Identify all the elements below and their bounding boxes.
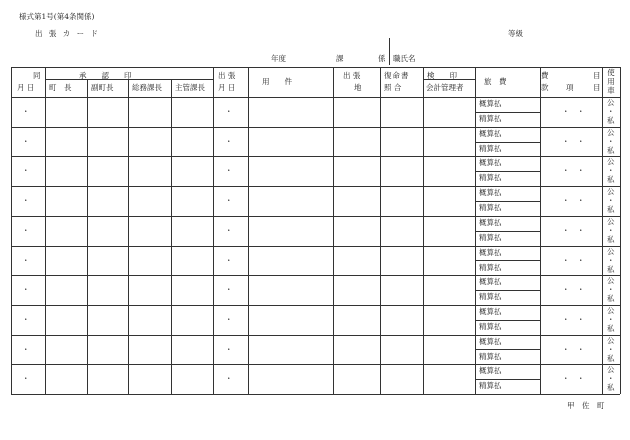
row-separator [11, 275, 620, 276]
col-trip-bottom: 月 日 [218, 83, 236, 92]
estimate-payment: 概算払 [479, 128, 502, 138]
col-budget-bottom-left: 款 [541, 83, 549, 92]
vehicle-public: 公 [607, 157, 615, 167]
grid-vline [45, 67, 46, 394]
vehicle-dot: ・ [607, 344, 615, 354]
col-mayor: 町 長 [49, 83, 72, 92]
settlement-payment: 精算払 [479, 173, 502, 183]
expense-split-line [475, 349, 540, 350]
date-dot: ・ [22, 314, 30, 324]
vehicle-private: 私 [607, 383, 615, 393]
estimate-payment: 概算払 [479, 188, 502, 198]
expense-split-line [475, 142, 540, 143]
estimate-payment: 概算払 [479, 158, 502, 168]
date-dot: ・ [22, 196, 30, 206]
grid-vline [11, 67, 12, 394]
footer-town: 甲 佐 町 [567, 401, 605, 410]
grid-vline [213, 67, 214, 394]
col-budget-bottom-mid: 項 [566, 83, 574, 92]
col-date-bottom: 月 日 [17, 83, 35, 92]
trip-date-dot: ・ [225, 255, 233, 265]
row-separator [11, 364, 620, 365]
col-deputy-mayor: 副町長 [91, 83, 114, 92]
year-label: 年度 [271, 54, 286, 63]
vehicle-public: 公 [607, 365, 615, 375]
trip-date-dot: ・ [225, 166, 233, 176]
approval-divider [171, 79, 172, 394]
grid-vline [620, 67, 621, 394]
trip-date-dot: ・ [225, 196, 233, 206]
vehicle-public: 公 [607, 187, 615, 197]
table-bottom-border [11, 394, 620, 395]
vehicle-public: 公 [607, 335, 615, 345]
trip-date-dot: ・ [225, 344, 233, 354]
estimate-payment: 概算払 [479, 277, 502, 287]
vehicle-private: 私 [607, 175, 615, 185]
estimate-payment: 概算払 [479, 247, 502, 257]
grade-label: 等級 [508, 29, 523, 38]
vehicle-dot: ・ [607, 107, 615, 116]
expense-split-line [475, 320, 540, 321]
trip-date-dot: ・ [225, 374, 233, 384]
date-dot: ・ [22, 255, 30, 265]
col-trip-top: 出 張 [218, 71, 236, 80]
vehicle-dot: ・ [607, 166, 615, 176]
form-number: 様式第1号(第4条関係) [19, 12, 95, 21]
table-top-border [11, 67, 620, 68]
row-separator [11, 335, 620, 336]
row-separator [11, 127, 620, 128]
grid-vline [475, 67, 476, 394]
col-report-bottom: 照 合 [384, 83, 402, 92]
col-purpose: 用 件 [262, 77, 292, 86]
budget-dots: ・ ・ [562, 136, 585, 146]
col-budget-top-right: 目 [593, 71, 601, 80]
budget-dots: ・ ・ [562, 285, 585, 295]
col-dept-head: 主管課長 [175, 83, 205, 92]
vehicle-dot: ・ [607, 285, 615, 295]
expense-split-line [475, 260, 540, 261]
col-approval: 承 認 印 [79, 71, 132, 80]
col-destination-top: 出 張 [343, 71, 361, 80]
trip-date-dot: ・ [225, 225, 233, 235]
expense-split-line [475, 112, 540, 113]
vehicle-dot: ・ [607, 374, 615, 384]
budget-dots: ・ ・ [562, 374, 585, 384]
budget-dots: ・ ・ [562, 196, 585, 206]
settlement-payment: 精算払 [479, 381, 502, 391]
vehicle-private: 私 [607, 234, 615, 244]
date-dot: ・ [22, 285, 30, 295]
grid-vline [380, 67, 381, 394]
estimate-payment: 概算払 [479, 217, 502, 227]
vehicle-private: 私 [607, 205, 615, 215]
vehicle-private: 私 [607, 264, 615, 274]
date-dot: ・ [22, 166, 30, 176]
vehicle-public: 公 [607, 305, 615, 315]
settlement-payment: 精算払 [479, 203, 502, 213]
grid-vline [248, 67, 249, 394]
vehicle-dot: ・ [607, 196, 615, 206]
row-separator [11, 305, 620, 306]
approval-divider [87, 79, 88, 394]
trip-date-dot: ・ [225, 285, 233, 295]
col-inspection-top: 検 印 [427, 71, 457, 80]
settlement-payment: 精算払 [479, 292, 502, 302]
budget-dots: ・ ・ [562, 225, 585, 235]
vehicle-public: 公 [607, 127, 615, 137]
row-separator [11, 246, 620, 247]
expense-split-line [475, 290, 540, 291]
staff-name-label: 職氏名 [393, 54, 416, 63]
vehicle-public: 公 [607, 216, 615, 226]
vehicle-private: 私 [607, 294, 615, 304]
subsection-label: 係 [378, 54, 386, 63]
date-dot: ・ [22, 374, 30, 384]
grid-vline [602, 67, 603, 394]
expense-split-line [475, 379, 540, 380]
expense-split-line [475, 201, 540, 202]
vehicle-private: 私 [607, 353, 615, 363]
budget-dots: ・ ・ [562, 344, 585, 354]
grid-vline [423, 67, 424, 394]
settlement-payment: 精算払 [479, 232, 502, 242]
vehicle-public: 公 [607, 98, 615, 107]
col-date-top: 同 [33, 71, 41, 80]
vehicle-dot: ・ [607, 314, 615, 324]
date-dot: ・ [22, 225, 30, 235]
vehicle-dot: ・ [607, 136, 615, 146]
row-separator [11, 186, 620, 187]
vehicle-private: 私 [607, 116, 615, 125]
settlement-payment: 精算払 [479, 351, 502, 361]
col-accountant: 会計管理者 [426, 83, 464, 92]
settlement-payment: 精算払 [479, 114, 502, 123]
settlement-payment: 精算払 [479, 262, 502, 272]
section-label: 課 [336, 54, 344, 63]
budget-dots: ・ ・ [562, 166, 585, 176]
grid-vline [333, 67, 334, 394]
header-bottom-line [11, 97, 620, 98]
row-separator [11, 216, 620, 217]
settlement-payment: 精算払 [479, 143, 502, 153]
date-dot: ・ [22, 107, 30, 116]
vehicle-public: 公 [607, 246, 615, 256]
vehicle-dot: ・ [607, 225, 615, 235]
header-divider [389, 38, 390, 65]
col-general-affairs: 総務課長 [132, 83, 162, 92]
estimate-payment: 概算払 [479, 366, 502, 376]
date-dot: ・ [22, 344, 30, 354]
estimate-payment: 概算払 [479, 99, 502, 108]
row-separator [11, 156, 620, 157]
vehicle-private: 私 [607, 323, 615, 333]
trip-date-dot: ・ [225, 136, 233, 146]
estimate-payment: 概算払 [479, 306, 502, 316]
col-travel-expense: 旅 費 [484, 77, 507, 86]
trip-date-dot: ・ [225, 314, 233, 324]
col-report-top: 復命書 [384, 71, 410, 80]
settlement-payment: 精算払 [479, 321, 502, 331]
col-budget-top-left: 費 [541, 71, 549, 80]
expense-split-line [475, 231, 540, 232]
vehicle-private: 私 [607, 145, 615, 155]
col-budget-bottom-right: 目 [593, 83, 601, 92]
trip-date-dot: ・ [225, 107, 233, 116]
grid-vline [540, 67, 541, 394]
approval-divider [128, 79, 129, 394]
vehicle-dot: ・ [607, 255, 615, 265]
vehicle-public: 公 [607, 276, 615, 286]
form-title: 出 張 カ ー ド [35, 29, 101, 38]
budget-dots: ・ ・ [562, 255, 585, 265]
budget-dots: ・ ・ [562, 314, 585, 324]
date-dot: ・ [22, 136, 30, 146]
col-vehicle: 使用車 [607, 68, 615, 95]
budget-dots: ・ ・ [562, 107, 585, 116]
col-destination-bottom: 地 [354, 83, 362, 92]
estimate-payment: 概算払 [479, 336, 502, 346]
